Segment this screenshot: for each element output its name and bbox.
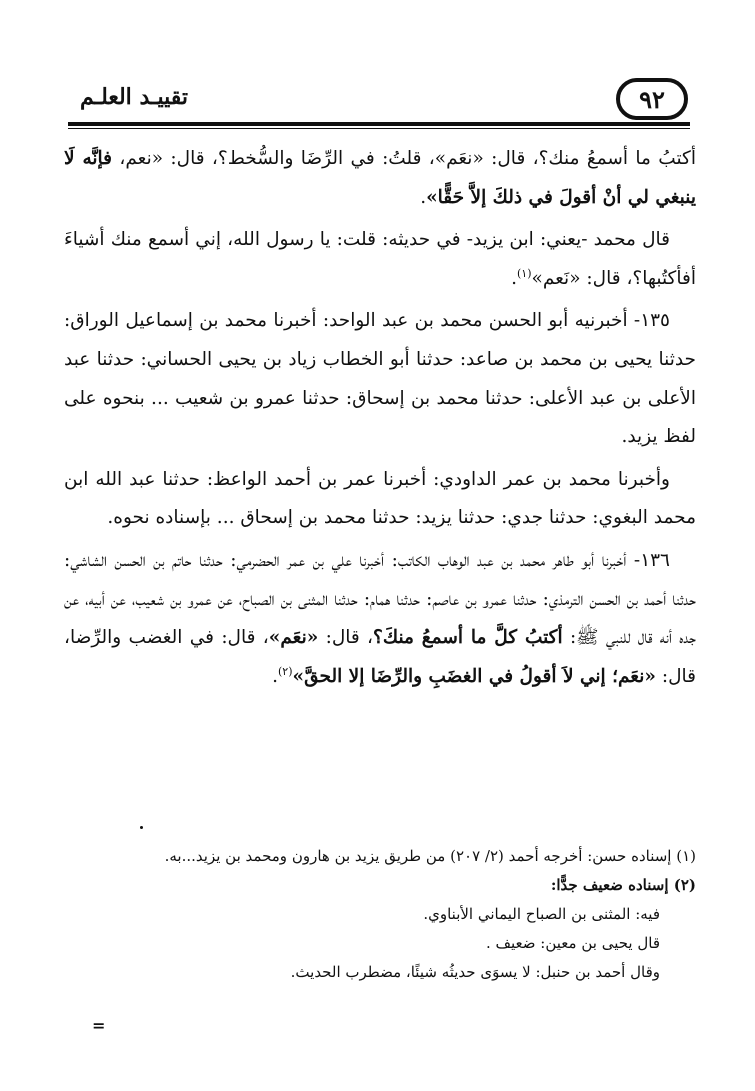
- text-run: .: [511, 267, 517, 289]
- text-run: أكتبُ ما أسمعُ منك؟، قال: «نعَم»، قلتُ: في الرِّضَا والسُّخط؟، قال: «نعم،: [112, 148, 696, 169]
- text-run: ، قال:: [318, 627, 374, 649]
- text-run: قال محمد -يعني: ابن يزيد- في حديثه: قلت: يا رسول الله، إني أسمع منك أشياءَ أفأكتُبها؟، قال: «نَعم»: [64, 229, 696, 289]
- running-title: تقييـد العلـم: [80, 84, 188, 110]
- footnote-2: (٢) إسناده ضعيف جدًّا:: [550, 876, 696, 894]
- text-run: .: [420, 186, 427, 208]
- page-number-badge: ٩٢: [616, 78, 688, 120]
- header-rule-thin: [68, 128, 690, 129]
- page-header: [68, 78, 688, 124]
- footnote-separator-dot: [140, 826, 143, 829]
- footnote-ref-1[interactable]: (١): [516, 266, 532, 280]
- footnote-ref-2[interactable]: (٢): [278, 664, 293, 678]
- footnote-2-line: وقال أحمد بن حنبل: لا يسوَى حديثُه شيئًا، مضطرب الحديث.: [290, 963, 660, 981]
- paragraph-4: وأخبرنا محمد بن عمر الداودي: أخبرنا عمر بن أحمد الواعظ: حدثنا عبد الله ابن محمد البغوي: حدثنا جدي: حدثنا يزيد: حدثنا محمد بن إسحاق ... بإسناده نحوه.: [64, 468, 696, 529]
- quote-bold: «نعَم»: [268, 627, 319, 649]
- paragraph-136: [64, 542, 696, 696]
- paragraph-2: [64, 221, 696, 298]
- text-run: ، قال: في الغضب والرِّضا، قال:: [64, 627, 696, 687]
- quote-bold: فإنَّه لَا ينبغي لي أنْ أقولَ في ذلكَ إلاَّ حَقًّا»: [64, 148, 696, 208]
- paragraph-135: ١٣٥- أخبرنيه أبو الحسن محمد بن عبد الواحد: أخبرنا محمد بن إسماعيل الوراق: حدثنا يحيى بن محمد بن صاعد: حدثنا أبو الخطاب زياد بن يحيى الحساني: حدثنا عبد الأعلى بن عبد الأعلى: حدثنا محمد بن إسحاق: حدثنا عمرو بن شعيب ... بنحوه على لفظ يزيد.: [64, 310, 696, 448]
- main-text: [64, 140, 696, 700]
- text-run: ١٣٦- أخبرنا أبو طاهر محمد بن عبد الوهاب الكاتب: أخبرنا علي بن عمر الحضرمي: حدثنا حاتم بن الحسن الشاشي: حدثنا أحمد بن الحسن الترمذي: حدثنا عمرو بن عاصم: حدثنا همام: حدثنا المثنى بن الصباح، عن عمرو بن شعيب، عن أبيه، عن جده أنه قال للنبي ﷺ:: [64, 549, 697, 649]
- footnotes: [64, 842, 696, 987]
- margin-mark: =: [92, 1016, 106, 1035]
- footnote-2-line: فيه: المثنى بن الصباح اليماني الأبناوي.: [423, 905, 660, 923]
- paragraph-1: [64, 140, 696, 217]
- text-run: .: [272, 665, 278, 687]
- header-rule-thick: [68, 122, 690, 126]
- quote-bold: أكتبُ كلَّ ما أسمعُ منكَ؟: [373, 627, 563, 649]
- quote-bold: «نعَم؛ إني لاَ أقولُ في الغضَبِ والرِّضَا إلا الحقَّ»: [292, 665, 656, 687]
- footnote-2-line: قال يحيى بن معين: ضعيف .: [485, 934, 660, 952]
- footnote-1: (١) إسناده حسن: أخرجه أحمد (٢/ ٢٠٧) من طريق يزيد بن هارون ومحمد بن يزيد...به.: [164, 847, 696, 865]
